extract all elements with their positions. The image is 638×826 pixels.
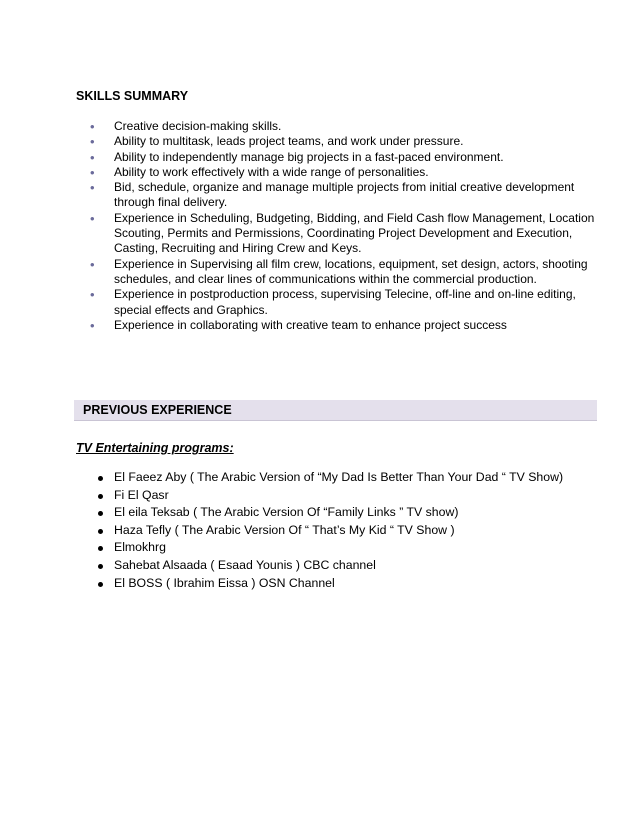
skill-text: Creative decision-making skills. [114,119,282,133]
program-text: Elmokhrg [114,540,166,555]
list-item [0,134,600,149]
list-item [0,557,600,575]
list-item [0,318,600,333]
list-item [0,119,600,134]
bullet-icon [98,564,103,569]
list-item [0,257,600,288]
list-item [0,211,600,257]
list-item [0,469,600,487]
bullet-icon: • [90,164,95,180]
bullet-icon: • [90,287,95,303]
previous-experience-heading: PREVIOUS EXPERIENCE [83,403,232,417]
bullet-icon: • [90,149,95,165]
bullet-icon: • [90,256,95,272]
list-item [0,504,600,522]
skill-text: Ability to work effectively with a wide range of personalities. [114,164,429,179]
list-item [0,150,600,165]
bullet-icon [98,494,103,499]
program-text: El Faeez Aby ( The Arabic Version of “My Dad Is Better Than Your Dad “ TV Show) [114,470,564,484]
skill-text: Ability to independently manage big projects in a fast-paced environment. [114,149,504,164]
list-item [0,487,600,505]
program-text: Fi El Qasr [114,487,169,502]
list-item [0,287,600,318]
skill-text: Experience in Supervising all film crew, locations, equipment, set design, actors, shooting schedules, and clear lines of communications within the commercial production. [114,256,588,286]
list-item [0,522,600,540]
skill-text: Experience in postproduction process, supervising Telecine, off-line and on-line editing, special effects and Graphics. [114,287,576,317]
program-text: El eila Teksab ( The Arabic Version Of “Family Links ” TV show) [114,505,459,520]
list-item [0,165,600,180]
bullet-icon: • [90,317,95,333]
bullet-icon: • [90,210,95,226]
programs-list [0,469,600,592]
bullet-icon [98,529,103,534]
skill-text: Experience in Scheduling, Budgeting, Bidding, and Field Cash flow Management, Location Scouting, Permits and Permissions, Coordinating Project Development and Execution, Casting, Recruiting and Hiring Crew and Keys. [114,210,595,256]
skill-text: Experience in collaborating with creative team to enhance project success [114,317,507,332]
program-text: Sahebat Alsaada ( Esaad Younis ) CBC channel [114,557,376,572]
skill-text: Bid, schedule, organize and manage multiple projects from initial creative development through final delivery. [114,180,575,210]
bullet-icon [98,511,103,516]
bullet-icon [98,476,103,481]
bullet-icon [98,546,103,551]
list-item [0,180,600,211]
skills-list [0,119,600,333]
bullet-icon: • [90,180,95,196]
skills-summary-heading: SKILLS SUMMARY [76,89,189,103]
skill-text: Ability to multitask, leads project teams, and work under pressure. [114,134,464,149]
program-text: Haza Tefly ( The Arabic Version Of “ That’s My Kid “ TV Show ) [114,522,455,537]
list-item [0,539,600,557]
bullet-icon: • [90,119,95,134]
program-text: El BOSS ( Ibrahim Eissa ) OSN Channel [114,575,335,590]
bullet-icon: • [90,134,95,150]
bullet-icon [98,582,103,587]
previous-experience-bar [74,400,597,421]
tv-programs-subheading: TV Entertaining programs: [76,441,234,455]
list-item [0,575,600,593]
